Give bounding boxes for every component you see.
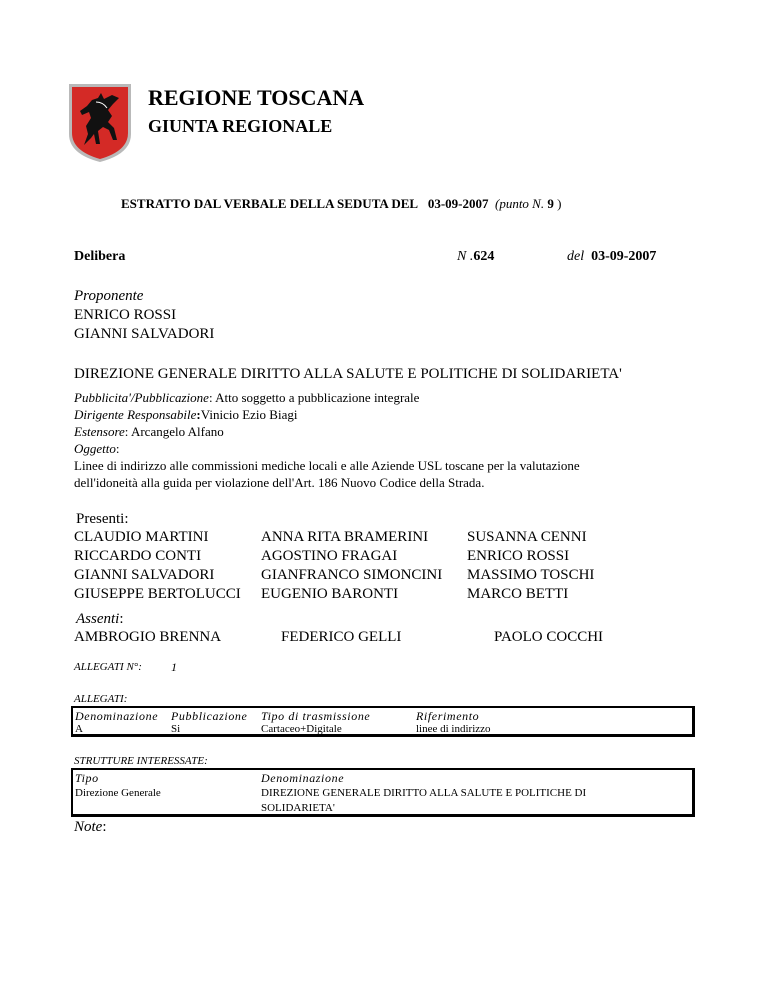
- allegati-count-value: 1: [171, 660, 177, 674]
- strutture-header: Tipo: [75, 771, 99, 785]
- presente-name: EUGENIO BARONTI: [261, 586, 399, 602]
- allegati-cell: A: [75, 723, 83, 735]
- presente-name: SUSANNA CENNI: [467, 529, 587, 545]
- delibera-label: Delibera: [74, 249, 126, 264]
- allegati-cell: linee di indirizzo: [416, 723, 491, 735]
- estratto-line: [121, 196, 561, 212]
- estensore-row: Estensore: Arcangelo Alfano: [74, 424, 224, 439]
- del-value: 03-09-2007: [591, 249, 657, 264]
- oggetto-label: Oggetto: [74, 441, 116, 456]
- estensore-label: Estensore: [74, 424, 125, 439]
- allegati-count-label: ALLEGATI N°:: [74, 661, 142, 673]
- note-row: Note:: [74, 819, 107, 835]
- presente-name: ENRICO ROSSI: [467, 548, 570, 564]
- strutture-denominazione: SOLIDARIETA': [261, 802, 335, 814]
- strutture-header: Denominazione: [261, 771, 345, 785]
- allegati-header: Pubblicazione: [171, 709, 248, 723]
- assente-name: FEDERICO GELLI: [281, 629, 402, 645]
- oggetto-row: Oggetto:: [74, 441, 120, 456]
- regione-toscana-logo: [67, 82, 133, 164]
- assente-name: AMBROGIO BRENNA: [74, 629, 222, 645]
- punto-label: (punto N.: [494, 196, 545, 211]
- strutture-label: STRUTTURE INTERESSATE:: [74, 755, 208, 767]
- presente-name: MARCO BETTI: [467, 586, 569, 602]
- presente-name: GIANFRANCO SIMONCINI: [261, 567, 443, 583]
- presenti-label: Presenti:: [76, 511, 129, 527]
- allegati-label: ALLEGATI:: [74, 693, 128, 705]
- delibera-date: [567, 249, 656, 265]
- n-label: N .: [457, 249, 474, 264]
- presente-name: CLAUDIO MARTINI: [74, 529, 209, 545]
- strutture-table: [71, 768, 695, 817]
- pubblicita-label: Pubblicita'/Pubblicazione: [74, 390, 209, 405]
- proponente-label: Proponente: [74, 288, 144, 304]
- presente-name: MASSIMO TOSCHI: [467, 567, 595, 583]
- council-title: GIUNTA REGIONALE: [148, 116, 333, 136]
- allegati-cell: Si: [171, 723, 181, 735]
- allegati-header: Riferimento: [416, 709, 480, 723]
- assenti-label: Assenti: [76, 611, 120, 627]
- punto-close: ): [557, 196, 562, 211]
- proponente-name: ENRICO ROSSI: [74, 307, 177, 323]
- allegati-header: Tipo di trasmissione: [261, 709, 371, 723]
- n-value: 624: [473, 249, 495, 264]
- assente-name: PAOLO COCCHI: [494, 629, 604, 645]
- pubblicita-row: Pubblicita'/Pubblicazione: Atto soggetto a pubblicazione integrale: [74, 390, 420, 405]
- direzione-title: DIREZIONE GENERALE DIRITTO ALLA SALUTE E POLITICHE DI SOLIDARIETA': [74, 366, 622, 382]
- dirigente-value: Vinicio Ezio Biagi: [200, 407, 298, 422]
- punto-value: 9: [547, 196, 554, 211]
- presente-name: ANNA RITA BRAMERINI: [261, 529, 429, 545]
- presente-name: RICCARDO CONTI: [74, 548, 202, 564]
- note-label: Note: [74, 819, 103, 835]
- estratto-label: ESTRATTO DAL VERBALE DELLA SEDUTA DEL: [121, 196, 419, 211]
- allegati-table: [71, 706, 695, 737]
- presente-name: GIUSEPPE BERTOLUCCI: [74, 586, 241, 602]
- del-label: del: [567, 249, 585, 264]
- assenti-row: Assenti:: [76, 611, 124, 627]
- dirigente-row: Dirigente Responsabile:Vinicio Ezio Biagi: [74, 407, 298, 422]
- pubblicita-value: Atto soggetto a pubblicazione integrale: [215, 390, 420, 405]
- oggetto-text: Linee di indirizzo alle commissioni mediche locali e alle Aziende USL toscane per la valutazione: [74, 458, 580, 473]
- seduta-date: 03-09-2007: [427, 196, 489, 211]
- allegati-cell: Cartaceo+Digitale: [261, 723, 342, 735]
- presente-name: GIANNI SALVADORI: [74, 567, 215, 583]
- allegati-header: Denominazione: [75, 709, 159, 723]
- oggetto-text: dell'idoneità alla guida per violazione dell'Art. 186 Nuovo Codice della Strada.: [74, 475, 485, 490]
- estensore-value: Arcangelo Alfano: [130, 424, 224, 439]
- region-title: REGIONE TOSCANA: [148, 85, 365, 110]
- dirigente-label: Dirigente Responsabile: [74, 407, 197, 422]
- strutture-denominazione: DIREZIONE GENERALE DIRITTO ALLA SALUTE E POLITICHE DI: [261, 787, 587, 799]
- strutture-tipo: Direzione Generale: [75, 787, 161, 799]
- delibera-number: [457, 249, 494, 265]
- presente-name: AGOSTINO FRAGAI: [261, 548, 398, 564]
- proponente-name: GIANNI SALVADORI: [74, 326, 215, 342]
